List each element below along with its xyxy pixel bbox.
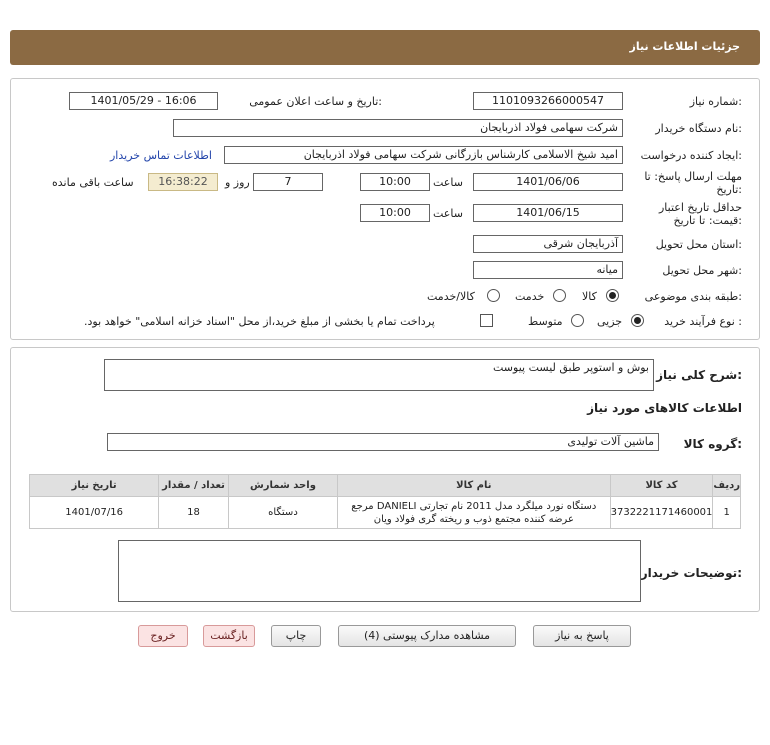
- print-button[interactable]: چاپ: [271, 625, 321, 647]
- view-attachments-button[interactable]: مشاهده مدارک پیوستی (4): [338, 625, 516, 647]
- purchase-radio-medium[interactable]: [571, 314, 584, 327]
- cell-need-date: 1401/07/16: [30, 497, 159, 529]
- buyer-org-label: نام دستگاه خریدار:: [655, 122, 742, 135]
- category-option-goods: کالا: [582, 290, 597, 303]
- city-field: میانه: [473, 261, 623, 279]
- category-radio-goods[interactable]: [606, 289, 619, 302]
- col-unit: واحد شمارش: [228, 475, 337, 497]
- cell-row: 1: [713, 497, 741, 529]
- requester-field: امید شیخ الاسلامی کارشناس بازرگانی شرکت سهامی فولاد اذربایجان: [224, 146, 623, 164]
- payment-note: پرداخت تمام یا بخشی از مبلغ خرید،از محل "اسناد خزانه اسلامی" خواهد بود.: [84, 315, 435, 328]
- category-radio-both[interactable]: [487, 289, 500, 302]
- cell-unit: دستگاه: [228, 497, 337, 529]
- province-label: استان محل تحویل:: [655, 238, 742, 251]
- deadline-time-label: ساعت: [433, 176, 463, 189]
- announce-field: 1401/05/29 - 16:06: [69, 92, 218, 110]
- category-label: طبقه بندی موضوعی:: [644, 290, 742, 303]
- purchase-option-medium: متوسط: [528, 315, 563, 328]
- validity-label-1: حداقل تاریخ اعتبار: [658, 201, 742, 214]
- cell-name-line-1: دستگاه نورد میلگرد مدل 2011 نام تجارتی DANIELI مرجع: [351, 500, 597, 512]
- buyer-org-field: شرکت سهامی فولاد اذربایجان: [173, 119, 623, 137]
- city-label: شهر محل تحویل:: [662, 264, 742, 277]
- remaining-time-field: 16:38:22: [148, 173, 218, 191]
- category-option-service: خدمت: [515, 290, 545, 303]
- col-qty: تعداد / مقدار: [159, 475, 229, 497]
- back-button[interactable]: بازگشت: [203, 625, 255, 647]
- validity-date-field: 1401/06/15: [473, 204, 623, 222]
- col-code: کد کالا: [610, 475, 713, 497]
- page-header: [10, 30, 760, 65]
- treasury-checkbox[interactable]: [480, 314, 493, 327]
- validity-time-field: 10:00: [360, 204, 430, 222]
- remaining-label: ساعت باقی مانده: [52, 176, 134, 189]
- days-field: 7: [253, 173, 323, 191]
- category-option-both: کالا/خدمت: [427, 290, 475, 303]
- buyer-contact-link[interactable]: اطلاعات تماس خریدار: [110, 149, 212, 162]
- deadline-date-field: 1401/06/06: [473, 173, 623, 191]
- exit-button[interactable]: خروج: [138, 625, 188, 647]
- page-title: جزئیات اطلاعات نیاز: [629, 40, 740, 53]
- col-row: ردیف: [713, 475, 741, 497]
- purchase-option-minor: جزیی: [597, 315, 623, 328]
- purchase-radio-minor[interactable]: [631, 314, 644, 327]
- buyer-notes-label: توضیحات خریدار:: [640, 566, 742, 580]
- validity-time-label: ساعت: [433, 207, 463, 220]
- reply-button[interactable]: پاسخ به نیاز: [533, 625, 631, 647]
- deadline-label-1: مهلت ارسال پاسخ: تا: [644, 170, 742, 183]
- need-number-label: شماره نیاز:: [689, 95, 742, 108]
- days-label: روز و: [225, 176, 250, 189]
- category-radio-service[interactable]: [553, 289, 566, 302]
- deadline-time-field: 10:00: [360, 173, 430, 191]
- validity-label-2: قیمت: تا تاریخ:: [673, 214, 742, 227]
- cell-name-line-2: عرضه کننده مجتمع ذوب و ریخته گری فولاد ویان: [373, 513, 574, 525]
- cell-name: [338, 497, 611, 529]
- goods-table: [29, 474, 741, 529]
- table-header-row: [30, 475, 741, 497]
- cell-code: 3732221171460001: [610, 497, 713, 529]
- cell-qty: 18: [159, 497, 229, 529]
- requester-label: ایجاد کننده درخواست:: [640, 149, 742, 162]
- general-desc-field: بوش و استوپر طبق لیست پیوست: [104, 359, 654, 391]
- goods-group-field: ماشین آلات تولیدی: [107, 433, 659, 451]
- province-field: آذربایجان شرقی: [473, 235, 623, 253]
- buyer-notes-field: [118, 540, 641, 602]
- table-row: [30, 497, 741, 529]
- deadline-label-2: تاریخ:: [716, 183, 742, 196]
- col-name: نام کالا: [338, 475, 611, 497]
- col-need-date: تاریخ نیاز: [30, 475, 159, 497]
- announce-label: تاریخ و ساعت اعلان عمومی:: [249, 95, 382, 108]
- goods-group-label: گروه کالا:: [683, 437, 742, 451]
- need-number-field: 1101093266000547: [473, 92, 623, 110]
- goods-info-title: اطلاعات کالاهای مورد نیاز: [587, 401, 742, 415]
- general-desc-label: شرح کلی نیاز:: [656, 368, 742, 382]
- purchase-type-label: نوع فرآیند خرید :: [664, 315, 742, 328]
